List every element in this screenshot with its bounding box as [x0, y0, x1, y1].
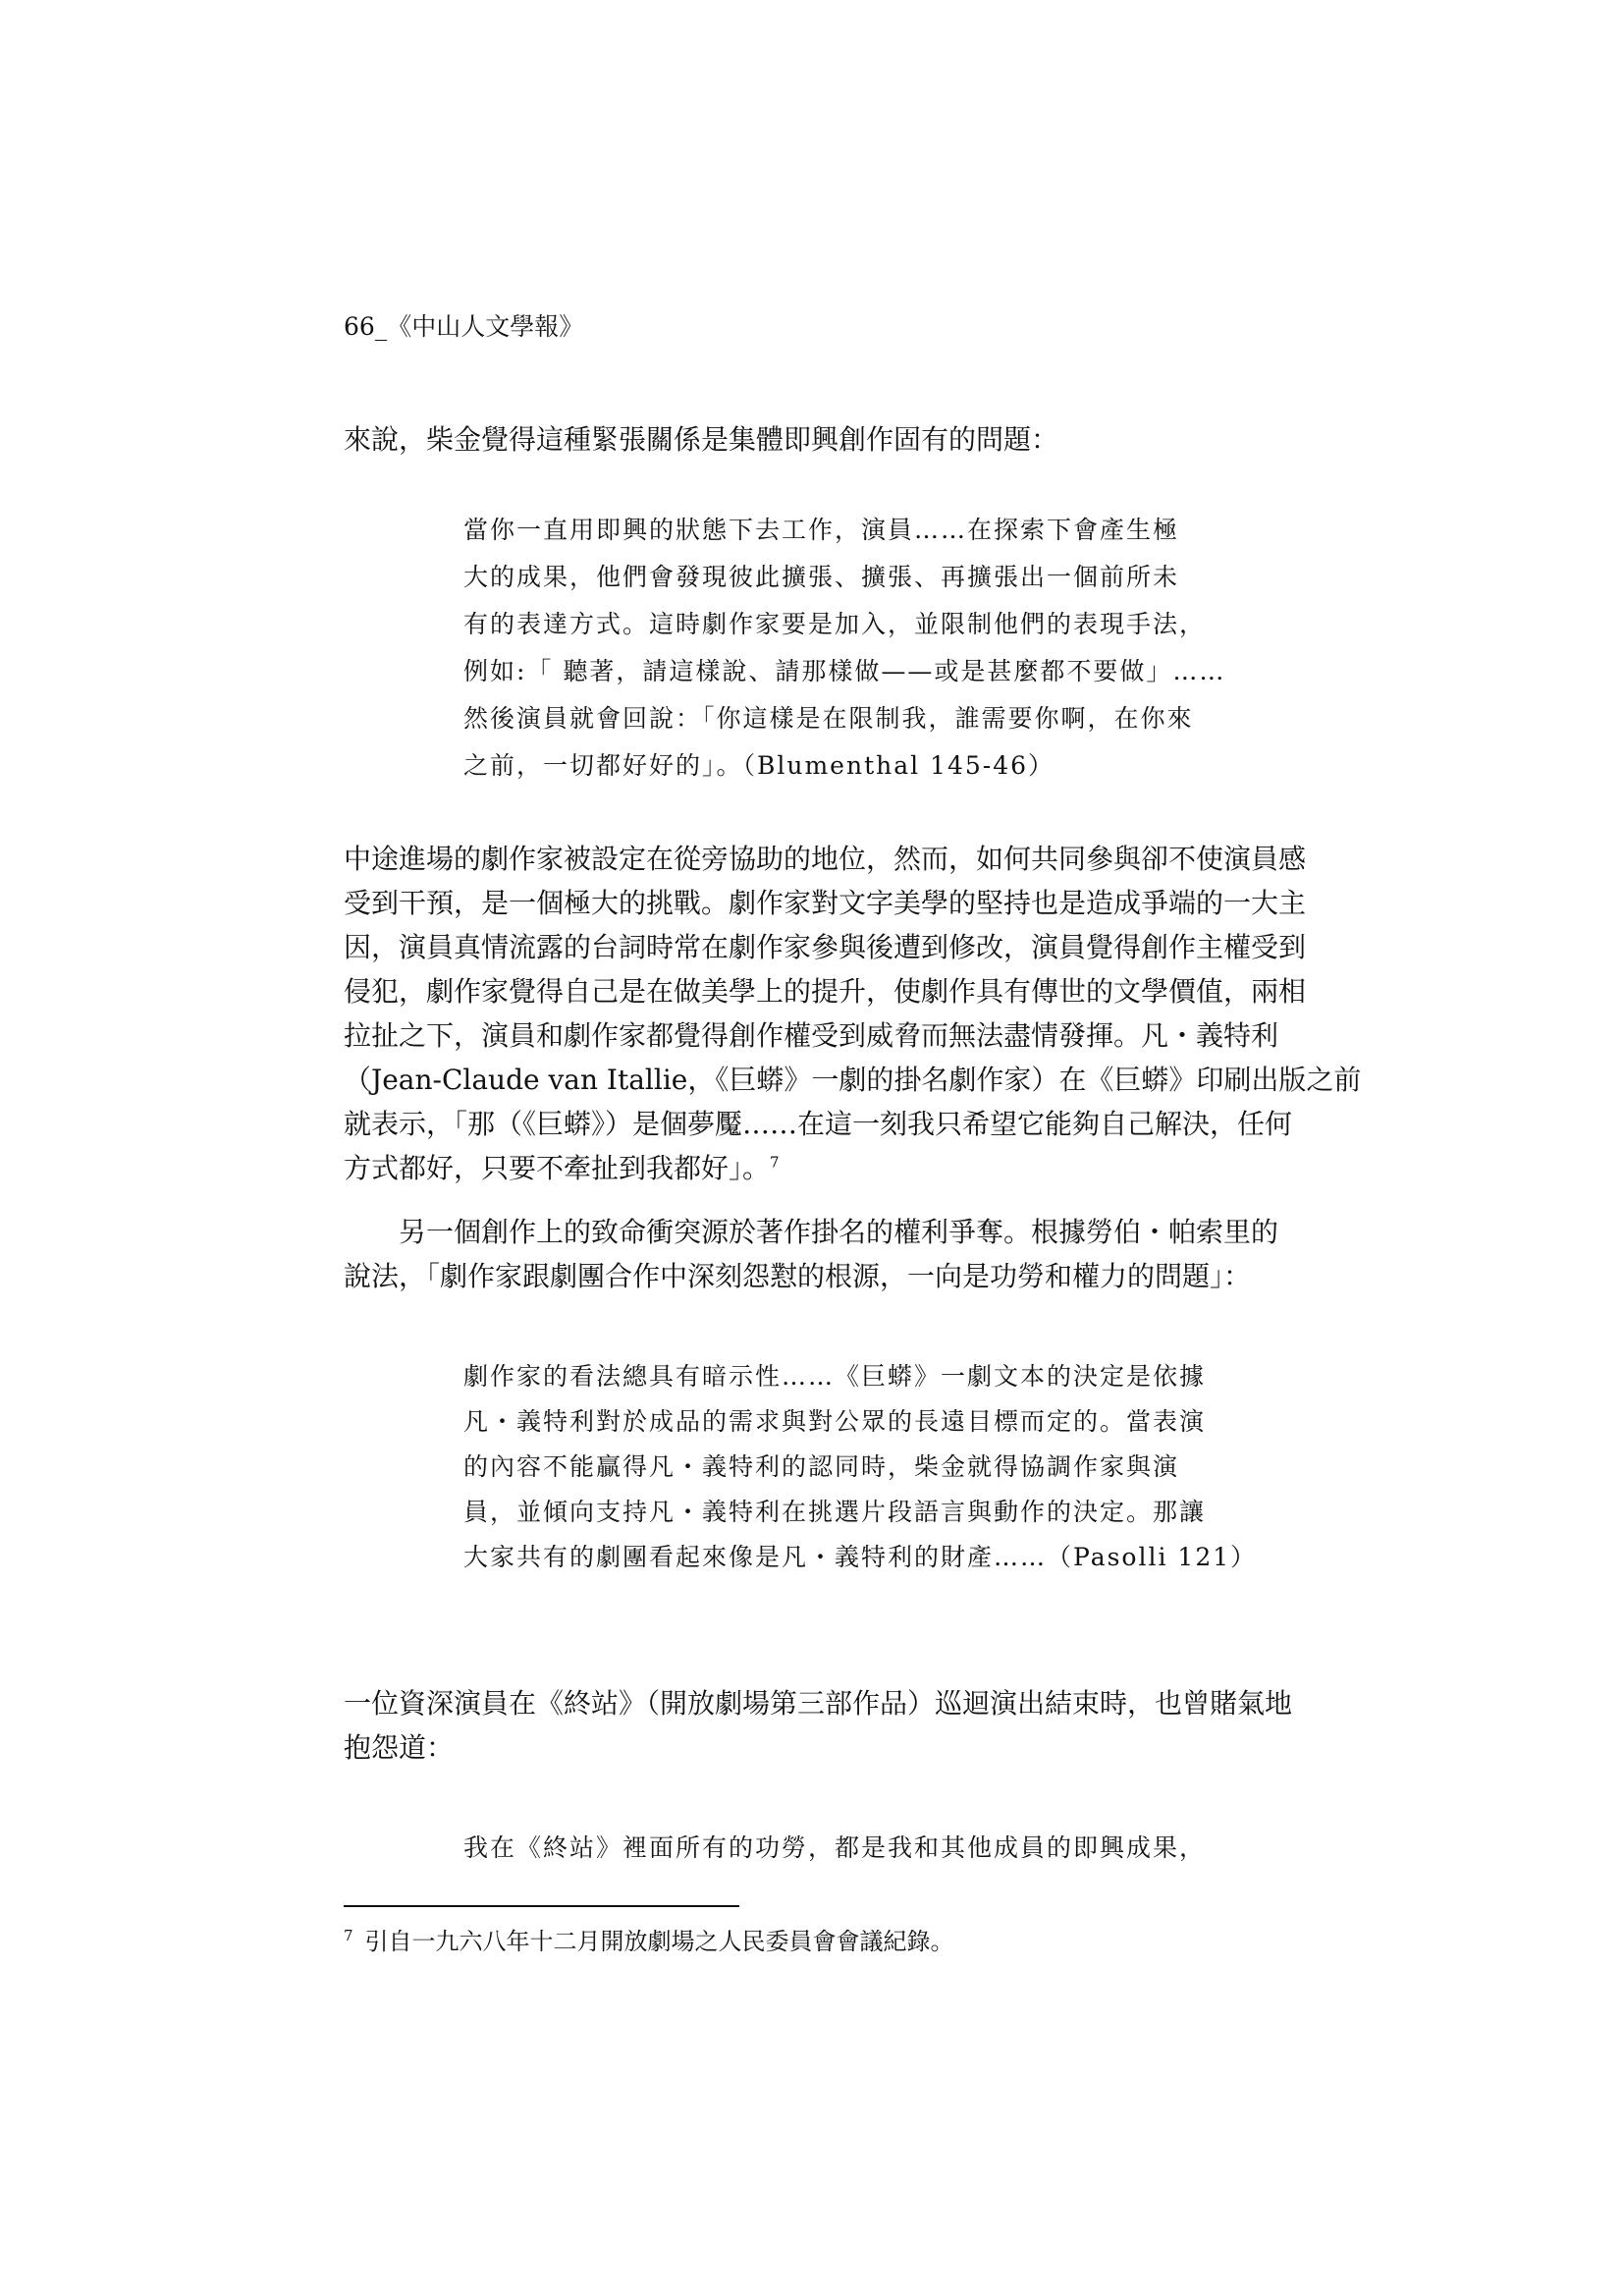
paragraph-intro [344, 418, 1296, 462]
body-line: 抱怨道： [344, 1731, 455, 1764]
block-quote-terminal [463, 1825, 1229, 1872]
quote-line: 之前，一切都好好的」。（Blumenthal 145-46） [463, 751, 1055, 780]
paragraph-playwright-conflict [344, 837, 1362, 1190]
quote-line: 有的表達方式。這時劇作家要是加入，並限制他們的表現手法， [463, 610, 1207, 638]
quote-line: 然後演員就會回說：「你這樣是在限制我，誰需要你啊，在你來 [463, 704, 1194, 733]
quote-line: 我在《終站》裡面所有的功勞，都是我和其他成員的即興成果， [463, 1833, 1207, 1862]
quote-line: 大家共有的劇團看起來像是凡・義特利的財產……（Pasolli 121） [463, 1543, 1258, 1571]
footnote-divider [344, 1905, 739, 1907]
body-line: （Jean-Claude van Itallie，《巨蟒》一劇的掛名劇作家）在《巨蟒》印刷出版之前 [344, 1064, 1362, 1096]
body-line: 中途進場的劇作家被設定在從旁協助的地位，然而，如何共同參與卻不使演員感 [344, 843, 1307, 875]
footnote-reference: 7 [770, 1153, 780, 1172]
body-line: 侵犯，劇作家覺得自己是在做美學上的提升，使劇作具有傳世的文學價值，兩相 [344, 975, 1307, 1008]
body-line-last [344, 1146, 1306, 1190]
body-line: 一位資深演員在《終站》（開放劇場第三部作品）巡迴演出結束時，也曾賭氣地 [344, 1687, 1293, 1720]
footnote-text: 引自一九六八年十二月開放劇場之人民委員會會議紀錄。 [364, 1928, 954, 1955]
body-line: 受到干預，是一個極大的挑戰。劇作家對文字美學的堅持也是造成爭端的一大主 [344, 887, 1307, 919]
body-line: 另一個創作上的致命衝突源於著作掛名的權利爭奪。根據勞伯・帕索里的 [344, 1216, 1279, 1248]
body-line: 因，演員真情流露的台詞時常在劇作家參與後遭到修改，演員覺得創作主權受到 [344, 931, 1307, 963]
running-title: 66_《中山人文學報》 [344, 312, 584, 341]
body-line-text: 方式都好，只要不牽扯到我都好」。 [344, 1152, 771, 1184]
paragraph-actor-complaint [344, 1681, 1306, 1770]
paragraph-credit-dispute [344, 1210, 1306, 1298]
quote-line: 例如:「 聽著，請這樣說、請那樣做——或是甚麼都不要做」…… [463, 657, 1226, 685]
block-quote-blumenthal [463, 507, 1229, 790]
paragraph-intro-text: 來說，柴金覺得這種緊張關係是集體即興創作固有的問題： [344, 423, 1059, 456]
block-quote-pasolli [463, 1354, 1258, 1580]
quote-line: 的內容不能贏得凡・義特利的認同時，柴金就得協調作家與演 [463, 1452, 1180, 1481]
quote-line: 劇作家的看法總具有暗示性……《巨蟒》一劇文本的決定是依據 [463, 1362, 1207, 1391]
quote-line: 大的成果，他們會發現彼此擴張、擴張、再擴張出一個前所未 [463, 563, 1180, 591]
quote-line: 凡・義特利對於成品的需求與對公眾的長遠目標而定的。當表演 [463, 1407, 1207, 1436]
body-line: 說法，「劇作家跟劇團合作中深刻怨懟的根源，一向是功勞和權力的問題」： [344, 1260, 1252, 1292]
quote-line: 當你一直用即興的狀態下去工作，演員……在探索下會產生極 [463, 516, 1180, 544]
running-header [344, 310, 583, 344]
footnote [344, 1925, 954, 1958]
body-line: 就表示，「那（《巨蟒》）是個夢魘……在這一刻我只希望它能夠自己解決，任何 [344, 1108, 1293, 1140]
quote-line: 員，並傾向支持凡・義特利在挑選片段語言與動作的決定。那讓 [463, 1498, 1207, 1526]
body-line: 拉扯之下，演員和劇作家都覺得創作權受到威脅而無法盡情發揮。凡・義特利 [344, 1019, 1279, 1052]
footnote-number: 7 [344, 1927, 353, 1944]
